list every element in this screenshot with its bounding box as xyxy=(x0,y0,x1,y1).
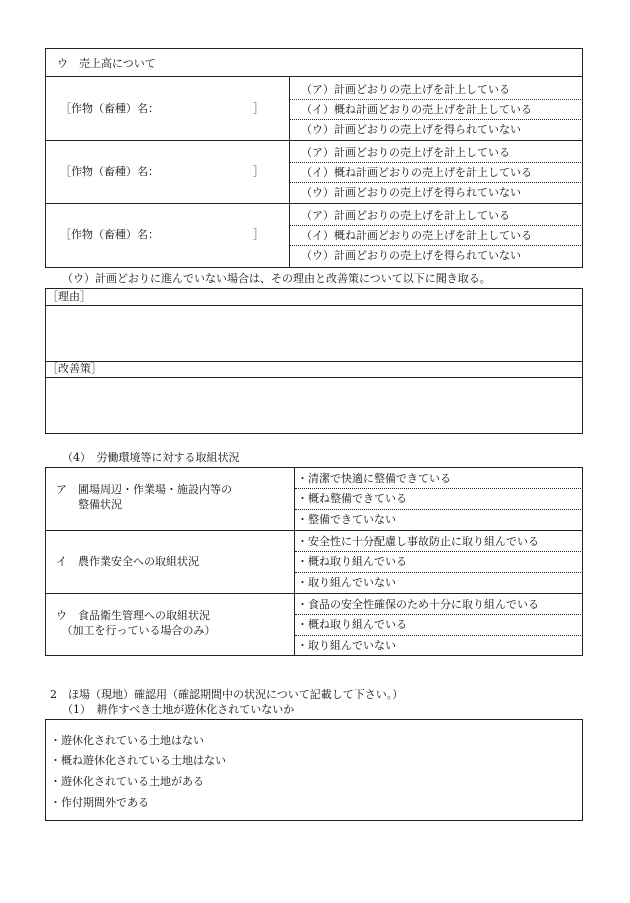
labor-option[interactable]: ・取り組んでいない xyxy=(297,576,396,589)
crop-name-label: ［作物（畜種）名： xyxy=(60,102,159,115)
divider xyxy=(295,614,583,615)
improvement-textarea[interactable] xyxy=(46,378,582,433)
sales-option[interactable]: （イ）概ね計画どおりの売上げを計上している xyxy=(301,229,532,242)
field-option[interactable]: ・遊休化されている土地はない xyxy=(50,734,204,747)
instruction-note: （ウ）計画どおりに進んでいない場合は、その理由と改善策について以下に聞き取る。 xyxy=(62,272,491,285)
labor-option[interactable]: ・概ね整備できている xyxy=(297,492,407,505)
divider xyxy=(290,182,583,183)
crop-name-label: ［作物（畜種）名： xyxy=(60,165,159,178)
improvement-label: ［改善策］ xyxy=(47,362,102,375)
labor-option[interactable]: ・取り組んでいない xyxy=(297,639,396,652)
reason-label: ［理由］ xyxy=(47,290,91,303)
sales-option[interactable]: （ア）計画どおりの売上げを計上している xyxy=(301,146,510,159)
divider xyxy=(45,76,583,77)
divider xyxy=(45,530,583,531)
sales-option[interactable]: （イ）概ね計画どおりの売上げを計上している xyxy=(301,103,532,116)
divider xyxy=(290,245,583,246)
field-section-title: 2 ほ場（現地）確認用（確認期間中の状況について記載して下さい。） xyxy=(50,688,404,701)
sales-option[interactable]: （イ）概ね計画どおりの売上げを計上している xyxy=(301,166,532,179)
labor-option[interactable]: ・概ね取り組んでいる xyxy=(297,618,407,631)
divider xyxy=(294,467,295,656)
labor-section-title: （4） 労働環境等に対する取組状況 xyxy=(62,451,240,464)
divider xyxy=(295,572,583,573)
divider xyxy=(295,488,583,489)
labor-option[interactable]: ・概ね取り組んでいる xyxy=(297,555,407,568)
sales-option[interactable]: （ア）計画どおりの売上げを計上している xyxy=(301,83,510,96)
divider xyxy=(45,593,583,594)
field-option[interactable]: ・概ね遊休化されている土地はない xyxy=(50,754,226,767)
divider xyxy=(295,635,583,636)
divider xyxy=(295,551,583,552)
sales-header: ウ 売上高について xyxy=(57,57,156,70)
labor-row-label: 整備状況 xyxy=(56,498,122,511)
divider xyxy=(45,361,583,362)
crop-name-label: ［作物（畜種）名： xyxy=(60,228,159,241)
labor-row-label: ア 圃場周辺・作業場・施設内等の xyxy=(56,483,232,496)
sales-option[interactable]: （ウ）計画どおりの売上げを得られていない xyxy=(301,186,521,199)
divider xyxy=(45,140,583,141)
crop-name-bracket: ］ xyxy=(253,228,264,241)
divider xyxy=(290,162,583,163)
labor-option[interactable]: ・清潔で快適に整備できている xyxy=(297,472,451,485)
crop-name-bracket: ］ xyxy=(253,102,264,115)
sales-option[interactable]: （ア）計画どおりの売上げを計上している xyxy=(301,209,510,222)
divider xyxy=(290,99,583,100)
labor-option[interactable]: ・整備できていない xyxy=(297,513,396,526)
labor-row-label: ウ 食品衛生管理への取組状況 xyxy=(56,609,210,622)
field-option[interactable]: ・遊休化されている土地がある xyxy=(50,775,204,788)
field-section-subtitle: （1） 耕作すべき土地が遊休化されていないか xyxy=(62,703,295,716)
divider xyxy=(290,225,583,226)
labor-option[interactable]: ・食品の安全性確保のため十分に取り組んでいる xyxy=(297,598,539,611)
divider xyxy=(45,203,583,204)
sales-option[interactable]: （ウ）計画どおりの売上げを得られていない xyxy=(301,249,521,262)
labor-row-label: （加工を行っている場合のみ） xyxy=(56,624,216,637)
reason-textarea[interactable] xyxy=(46,306,582,360)
divider xyxy=(295,509,583,510)
field-option[interactable]: ・作付期間外である xyxy=(50,796,149,809)
sales-option[interactable]: （ウ）計画どおりの売上げを得られていない xyxy=(301,123,521,136)
divider xyxy=(289,76,290,268)
labor-option[interactable]: ・安全性に十分配慮し事故防止に取り組んでいる xyxy=(297,535,539,548)
divider xyxy=(290,119,583,120)
crop-name-bracket: ］ xyxy=(253,165,264,178)
labor-row-label: イ 農作業安全への取組状況 xyxy=(56,555,199,568)
